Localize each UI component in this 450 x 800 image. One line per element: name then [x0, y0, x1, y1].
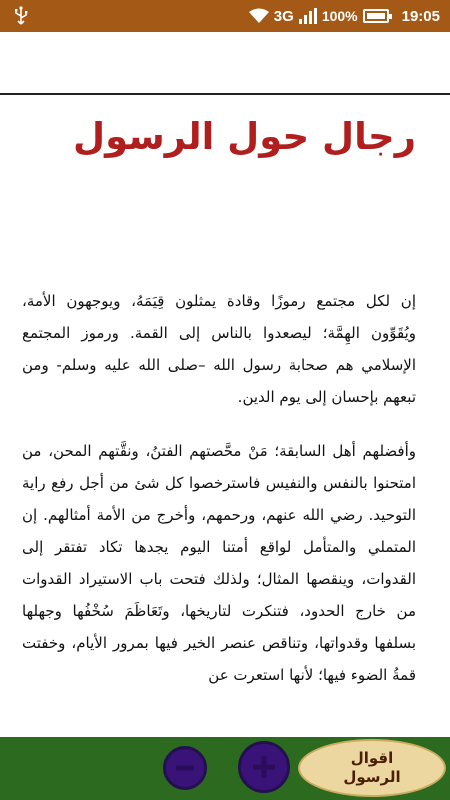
sayings-label-line2: الرسول: [343, 768, 401, 786]
prophet-sayings-button[interactable]: [298, 739, 446, 797]
battery-level: [367, 13, 385, 19]
article-content[interactable]: [0, 95, 450, 737]
increase-font-button[interactable]: [238, 741, 290, 793]
bottom-bar: [0, 737, 450, 800]
sayings-label-line1: اقوال: [350, 749, 394, 767]
signal-icon: [299, 8, 317, 24]
app-header: [0, 32, 450, 94]
wifi-icon: [249, 8, 269, 24]
article-title: رجال حول الرسول: [73, 115, 416, 158]
article-paragraph: وأفضلهم أهل السابقة؛ مَنْ محَّصتهم الفتنُ، ونقَّتهم المحن، من امتحنوا بالنفس والنفيس فاسترخصوا كل شئ من أجل رفع راية التوحيد. رضي الله عنهم، ورحمهم، وأخرج من الأمة أمثالهم. إن المتملي والمتأمل لواقع أمتنا اليوم يجدها تكاد تفتقر إلى القدوات، وينقصها المثال؛ ولذلك فتحت باب الاستيراد القدوات من خارج الحدود، فتنكرت لتاريخها، وتَعَاظَمَ سُخْفُها وجهلها بسلفها وقدواتها، وتناقص عنصر الخير فيها بمرور الأيام، وخفتت قمةُ الضوء فيها؛ لأنها استعرت عن: [22, 442, 416, 684]
battery-icon: [363, 9, 389, 23]
status-bar: [0, 0, 450, 32]
usb-icon: [12, 6, 30, 26]
battery-percent: 100%: [321, 8, 358, 24]
decrease-font-button[interactable]: [163, 746, 207, 790]
network-type: 3G: [273, 7, 294, 25]
clock: 19:05: [401, 7, 440, 25]
minus-icon: [170, 753, 200, 783]
plus-icon: [247, 750, 281, 784]
article-paragraph: إن لكل مجتمع رموزًا وقادة يمثلون قِيَمَهُ، ويوجهون الأمة، ويُقَوِّون الهِمَّة؛ ليصعدوا بالناس إلى القمة. ورموز المجتمع الإسلامي هم صحابة رسول الله –صلى الله عليه وسلم- ومن تبعهم بإحسان إلى يوم الدين.: [22, 292, 416, 406]
